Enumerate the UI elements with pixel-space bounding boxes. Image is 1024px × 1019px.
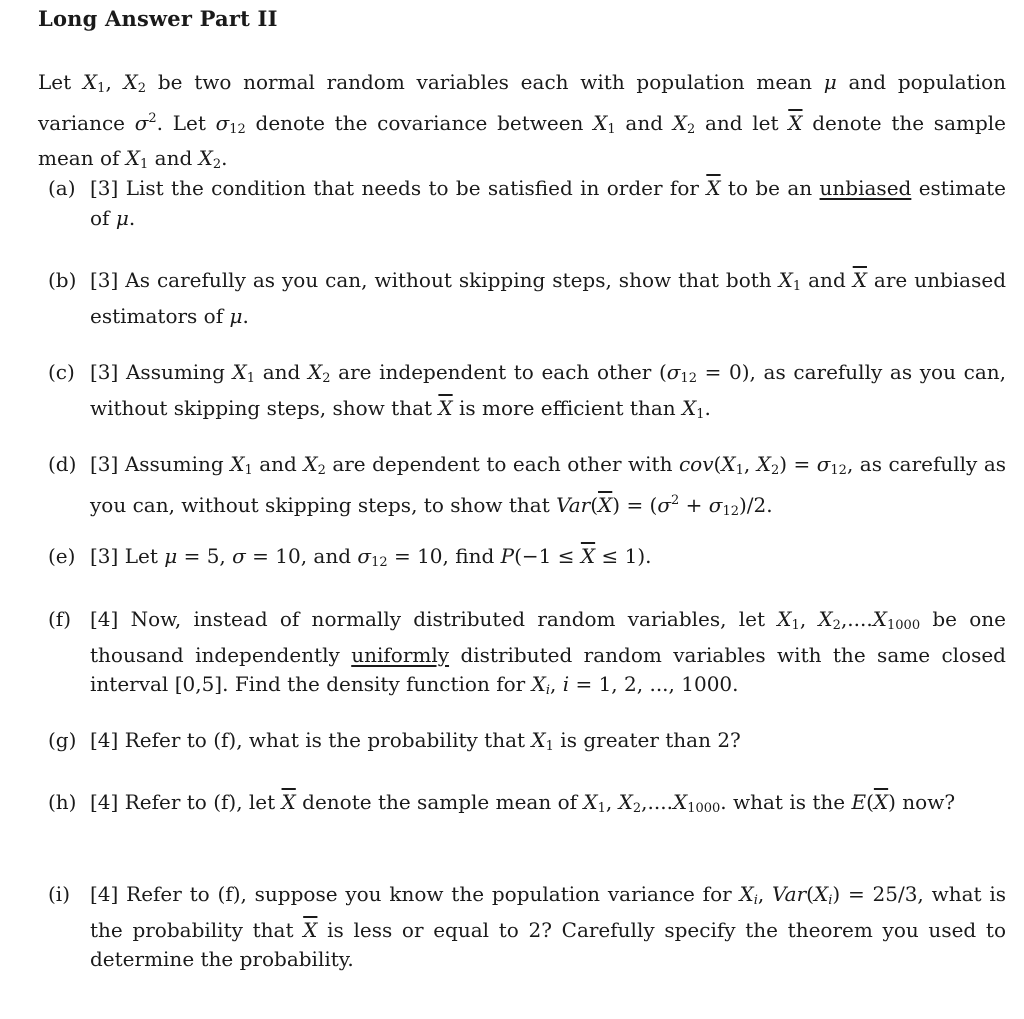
question-label: (a) <box>48 176 76 200</box>
question-label: (g) <box>48 728 77 752</box>
question-label: (e) <box>48 544 76 568</box>
question-e <box>48 542 1006 578</box>
question-label: (h) <box>48 790 77 814</box>
question-i <box>48 880 1006 975</box>
question-f <box>48 605 1006 706</box>
question-label: (c) <box>48 360 75 384</box>
question-label: (b) <box>48 268 77 292</box>
question-b <box>48 266 1006 331</box>
question-a <box>48 174 1006 233</box>
question-text: [4] Now, instead of normally distributed random variables, let $X_1$, $X_2,....X_{1000}$ be one thousand independently uniformly distributed random variables with the same closed interval [0,5]. Find the density function for $X_i$, i = 1, 2, ..., 1000. <box>90 607 1006 698</box>
question-label: (f) <box>48 607 72 631</box>
problem-intro: Let $X_1$, $X_2$ be two normal random variables each with population mean μ and population variance $\sigma^2$. Let $\sigma_{12}$ denote the covariance between $X_1$ and $X_2$ and let $\overline{X}$ denote the sample mean of $X_1$ and $X_2$. <box>38 70 1007 172</box>
question-text: [3] List the condition that needs to be satisfied in order for $\overline{X}$ to be an unbiased estimate of μ. <box>90 176 1007 230</box>
question-text: [3] Assuming $X_1$ and $X_2$ are independent to each other $(\sigma_{12} = 0)$, as carefully as you can, without skipping steps, show that $\overline{X}$ is more efficient than $X_1$. <box>90 360 1006 422</box>
question-text: [3] Let μ = 5, σ = 10, and $\sigma_{12} = 10$, find $P(-1 \le \overline{X} \le 1)$. <box>90 544 652 570</box>
question-d <box>48 450 1006 526</box>
question-h <box>48 788 1006 824</box>
question-text: [3] As carefully as you can, without skipping steps, show that both $X_1$ and $\overline{X}$ are unbiased estimators of μ. <box>90 268 1007 328</box>
question-c <box>48 358 1006 429</box>
section-title: Long Answer Part II <box>38 6 278 31</box>
question-text: [4] Refer to (f), what is the probability that $X_1$ is greater than 2? <box>90 728 741 754</box>
question-label: (d) <box>48 452 77 476</box>
question-text: [3] Assuming $X_1$ and $X_2$ are dependent to each other with $cov(X_1$, $X_2) = \sigma_{12}$, as carefully as you can, without skipping steps, to show that $Var(\overline{X}) = (\sigma^2 + \sigma_{12})/2$. <box>90 452 1007 519</box>
question-g <box>48 726 1006 762</box>
question-label: (i) <box>48 882 71 906</box>
question-text: [4] Refer to (f), let $\overline{X}$ denote the sample mean of $X_1$, $X_2,....X_{1000}$. what is the $E(\overline{X})$ now? <box>90 790 956 816</box>
question-text: [4] Refer to (f), suppose you know the population variance for $X_i$, $Var(X_i) = 25/3$, what is the probability that $\overline{X}$ is less or equal to 2? Carefully specify the theorem you used to determine the probability. <box>90 882 1006 971</box>
